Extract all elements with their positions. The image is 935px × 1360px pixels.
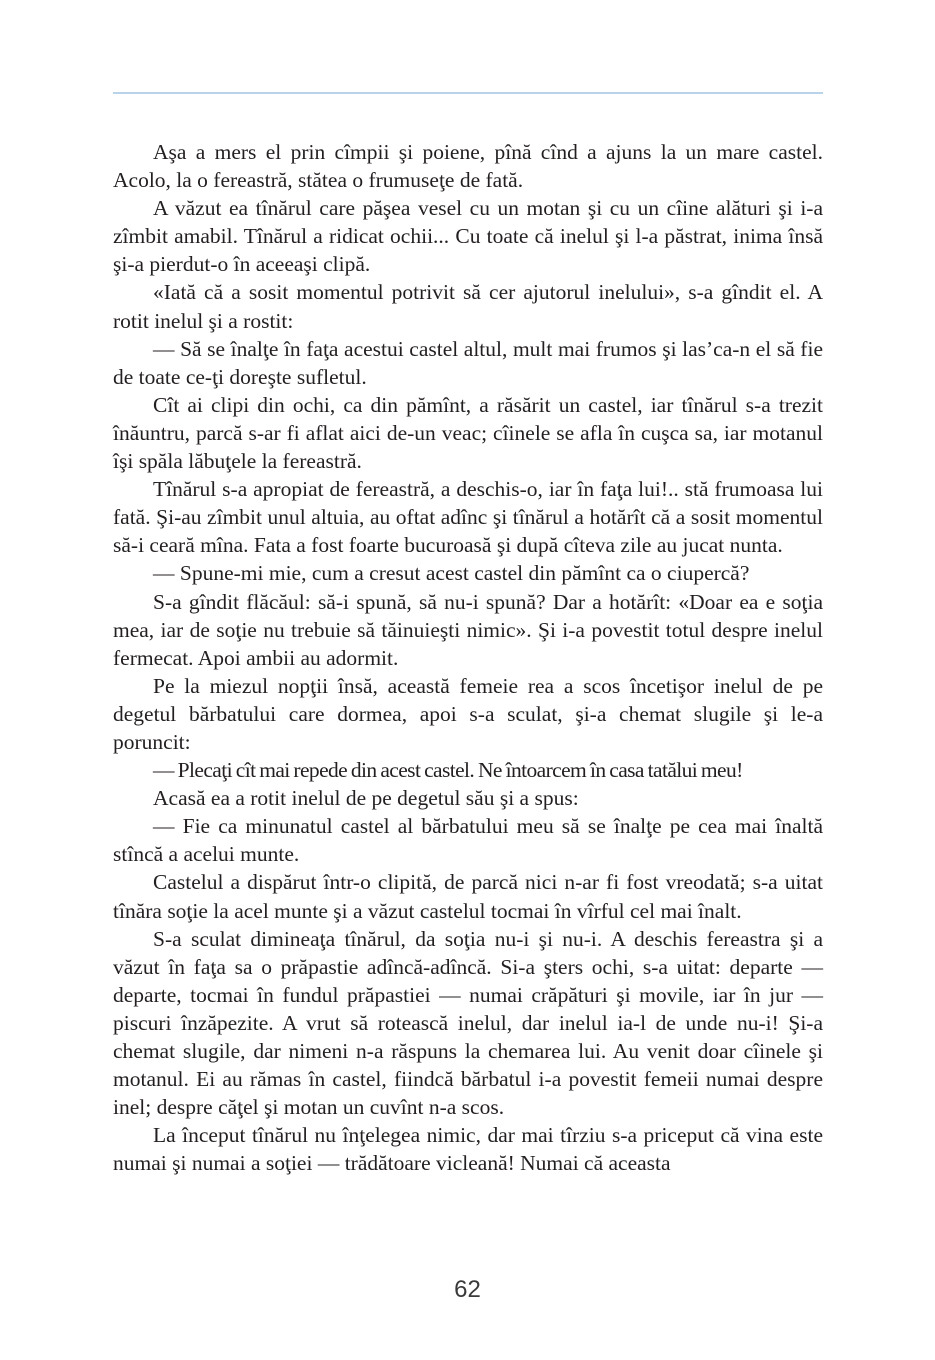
header-rule [113,92,823,94]
paragraph: Pe la miezul nopţii însă, această femeie rea a scos încetişor inelul de pe degetul bărbatului care dormea, apoi s-a sculat, şi-a chemat slugile şi le-a poruncit: [113,673,823,754]
paragraph: «Iată că a sosit momentul potrivit să cer ajutorul inelului», s-a gîndit el. A rotit inelul şi a rostit: [113,280,823,333]
dialogue-line: — Plecaţi cît mai repede din acest castel. Ne întoarcem în casa tatălui meu! [153,758,743,783]
paragraph: Tînărul s-a apropiat de fereastră, a deschis-o, iar în faţa lui!.. stă frumoasa lui fată. Şi-au zîmbit unul altuia, au oftat adînc şi tînărul a hotărît că a sosit momentul să-i ceară mîna. Fata a fost foarte bucuroasă şi după cîteva zile au jucat nunta. [113,477,823,558]
paragraph: S-a sculat dimineaţa tînărul, da soţia nu-i şi nu-i. A deschis fereastra şi a văzut în faţa sa o prăpastie adîncă-adîncă. Si-a şters ochi, s-a uitat: departe — departe, tocmai în fundul prăpastiei — numai crăpături şi movile, iar în jur — piscuri înzăpezite. A vrut să rotească inelul, dar inelul ia-l de unde nu-i! Şi-a chemat slugile, dar nimeni n-a răspuns la chemarea lui. Au venit doar cîinele şi motanul. Ei au rămas în castel, fiindcă bărbatul i-a povestit femeii numai despre inel; despre căţel şi motan un cuvînt n-a scos. [113,926,823,1120]
paragraph: A văzut ea tînărul care păşea vesel cu un motan şi cu un cîine alături şi i-a zîmbit amabil. Tînărul a ridicat ochii... Cu toate că inelul şi l-a păstrat, inima însă şi-a pierdut-o în aceeaşi clipă. [113,196,823,277]
paragraph: La început tînărul nu înţelegea nimic, dar mai tîrziu s-a priceput că vina este numai şi numai a soţiei — trădătoare vicleană! Numai că aceasta [113,1123,823,1176]
paragraph: Acasă ea a rotit inelul de pe degetul său şi a spus: [153,786,579,811]
dialogue-line: — Să se înalţe în faţa acestui castel altul, mult mai frumos şi las’ca-n el să fie de toate ce-ţi doreşte sufletul. [113,336,823,389]
paragraph: S-a gîndit flăcăul: să-i spună, să nu-i spună? Dar a hotărît: «Doar ea e soţia mea, iar de soţie nu trebuie să tăinuieşti nimic». Şi i-a povestit totul despre inelul fermecat. Apoi ambii au adormit. [113,589,823,670]
paragraph: Castelul a dispărut într-o clipită, de parcă nici n-ar fi fost vreodată; s-a uitat tînăra soţie la acel munte şi a văzut castelul tocmai în vîrful cel mai înalt. [113,870,823,923]
page-number: 62 [454,1276,481,1303]
story-text [113,138,823,1177]
dialogue-line: — Spune-mi mie, cum a cresut acest castel din pămînt ca o ciupercă? [153,561,750,586]
paragraph: Aşa a mers el prin cîmpii şi poiene, pînă cînd a ajuns la un mare castel. Acolo, la o fereastră, stătea o frumuseţe de fată. [113,140,823,193]
dialogue-line: — Fie ca minunatul castel al bărbatului meu să se înalţe pe cea mai înaltă stîncă a acelui munte. [113,814,823,867]
paragraph: Cît ai clipi din ochi, ca din pămînt, a răsărit un castel, iar tînărul s-a trezit înăuntru, parcă s-ar fi aflat aici de-un veac; cîinele se afla în cuşca sa, iar motanul îşi spăla lăbuţele la fereastră. [113,392,823,474]
